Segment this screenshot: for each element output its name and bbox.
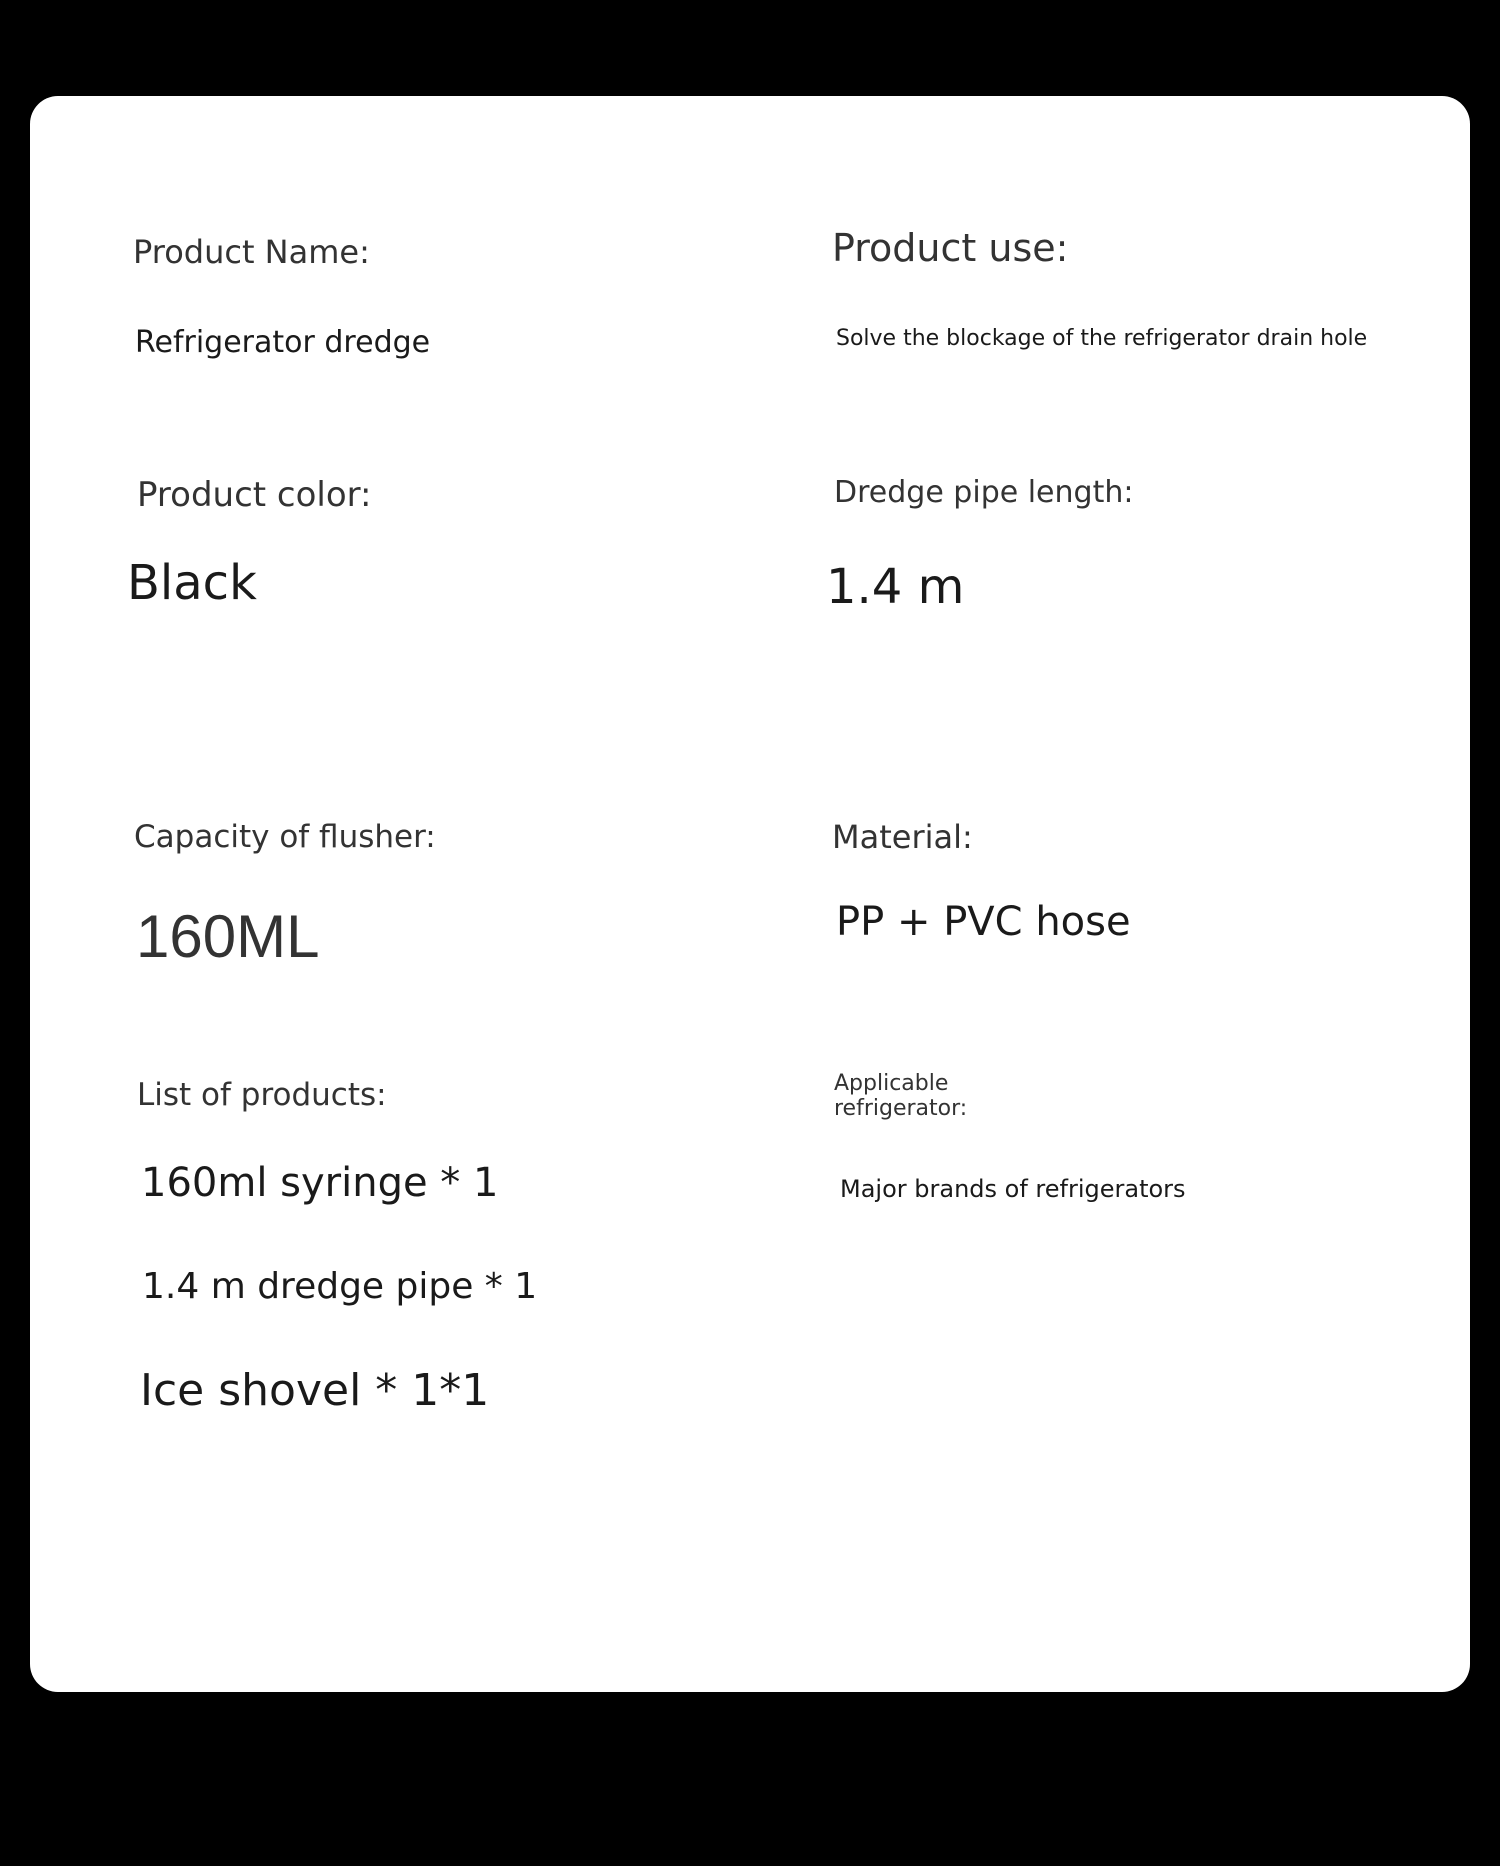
product-use-label: Product use:	[832, 226, 1069, 270]
applicable-refrigerator-label	[834, 1071, 967, 1122]
product-list-item: Ice shovel * 1*1	[140, 1365, 490, 1416]
material-value: PP + PVC hose	[836, 899, 1131, 945]
product-use-value: Solve the blockage of the refrigerator drain hole	[836, 326, 1368, 351]
capacity-value: 160ML	[136, 903, 320, 970]
dredge-pipe-length-label: Dredge pipe length:	[834, 475, 1134, 510]
spec-card	[30, 96, 1470, 1692]
capacity-label: Capacity of flusher:	[134, 819, 436, 855]
product-list-label: List of products:	[137, 1077, 387, 1113]
applicable-refrigerator-value: Major brands of refrigerators	[840, 1175, 1186, 1203]
product-name-value: Refrigerator dredge	[135, 325, 431, 360]
product-color-label: Product color:	[137, 475, 372, 515]
product-name-label: Product Name:	[133, 233, 370, 271]
material-label: Material:	[832, 818, 973, 856]
product-color-value: Black	[127, 555, 257, 611]
dredge-pipe-length-value: 1.4 m	[826, 559, 965, 615]
applicable-label-line: Applicable	[834, 1071, 949, 1096]
applicable-label-line: refrigerator:	[834, 1096, 968, 1122]
product-list-item: 1.4 m dredge pipe * 1	[142, 1266, 538, 1307]
product-list-item: 160ml syringe * 1	[141, 1160, 499, 1206]
